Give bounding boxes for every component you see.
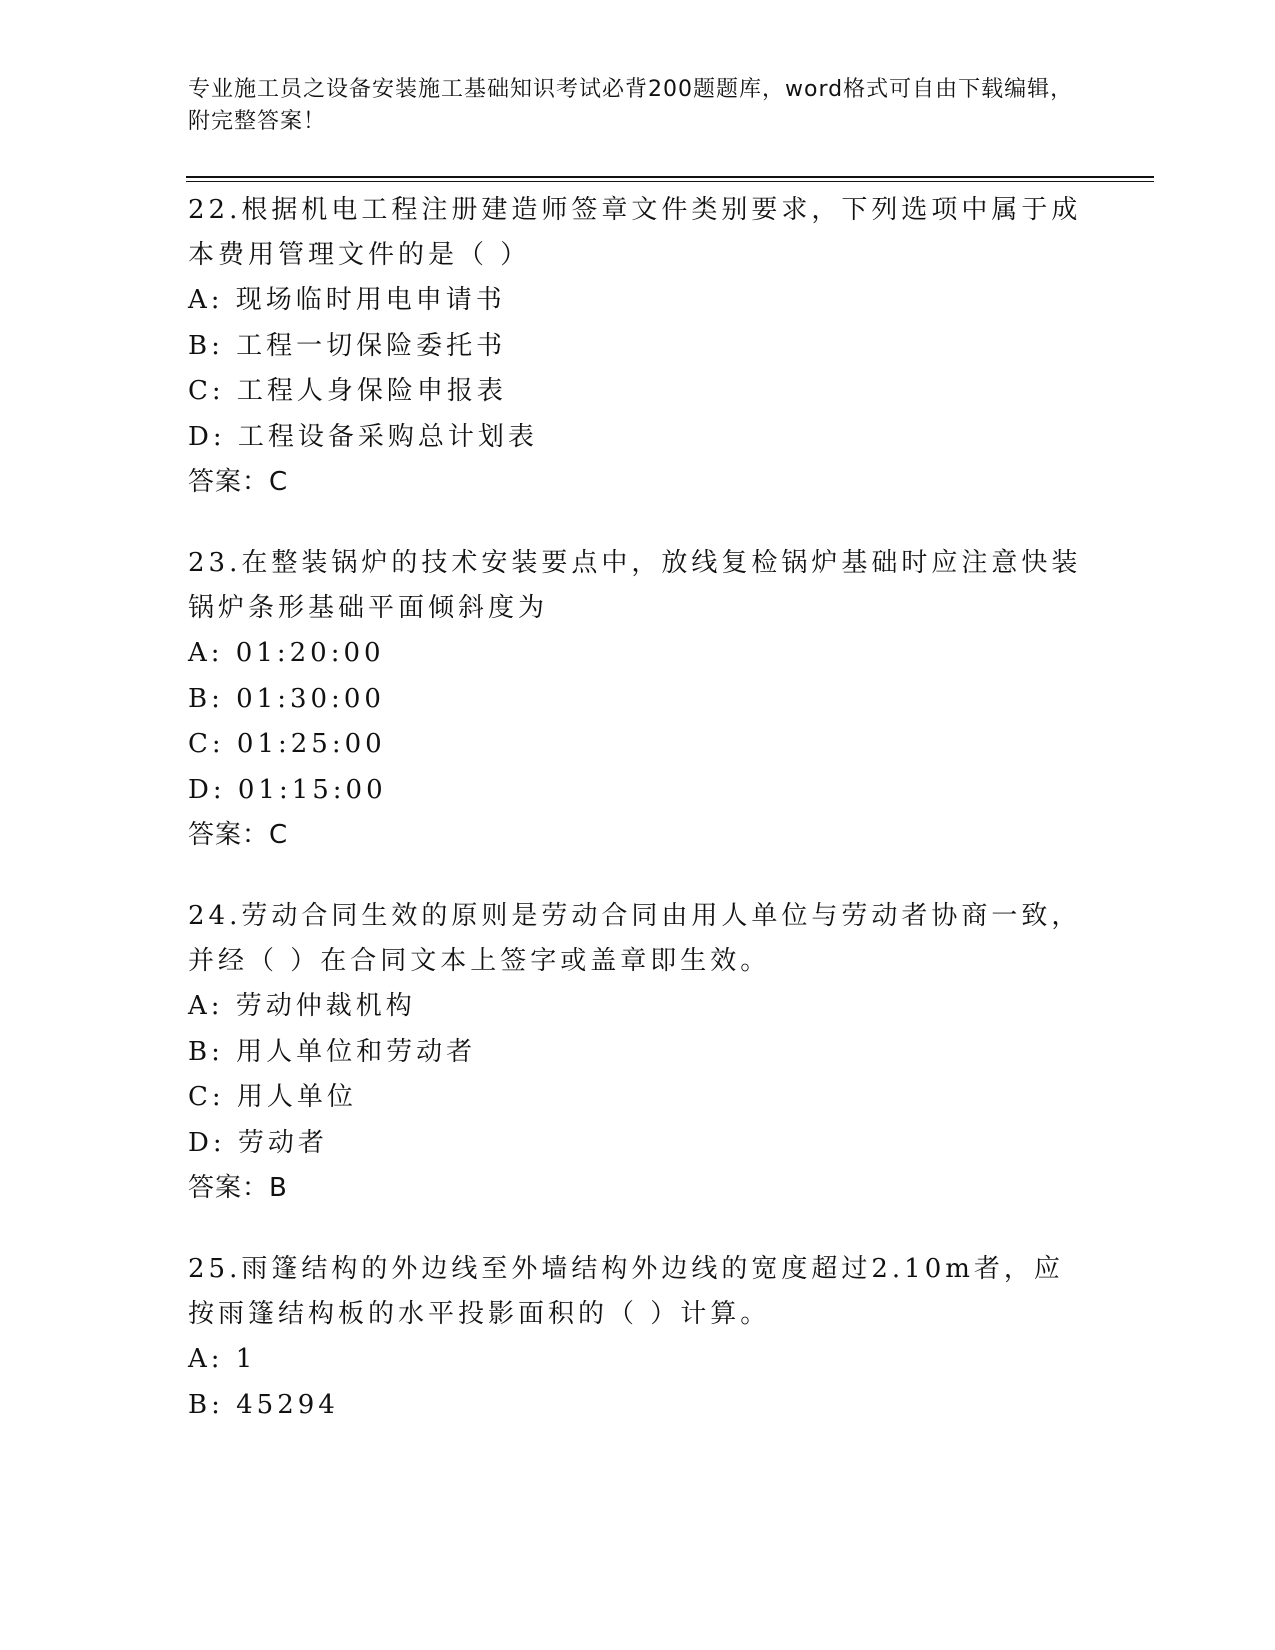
option-a: A: 01:20:00	[188, 638, 385, 668]
question-23	[188, 541, 1088, 858]
option-a: A: 现场临时用电申请书	[188, 285, 506, 315]
option-d: D: 工程设备采购总计划表	[188, 421, 538, 452]
option-b: B: 45294	[188, 1389, 339, 1420]
answer: 答案：B	[188, 1173, 288, 1203]
option-a: A: 劳动仲裁机构	[188, 991, 416, 1021]
answer: 答案：C	[188, 820, 289, 850]
option-b: B: 01:30:00	[188, 683, 385, 714]
question-stem: 24.劳动合同生效的原则是劳动合同由用人单位与劳动者协商一致，并经（ ）在合同文本上签字或盖章即生效。	[188, 901, 1082, 976]
option-b: B: 工程一切保险委托书	[188, 330, 507, 361]
option-d: D: 劳动者	[188, 1127, 328, 1158]
answer: 答案：C	[188, 467, 289, 497]
document-header: 专业施工员之设备安装施工基础知识考试必背200题题库，word格式可自由下载编辑，附完整答案！	[188, 77, 1074, 134]
option-c: C: 01:25:00	[188, 729, 386, 759]
header-rule-thin	[186, 181, 1154, 182]
question-25	[188, 1247, 1088, 1428]
option-b: B: 用人单位和劳动者	[188, 1036, 477, 1067]
question-stem: 22.根据机电工程注册建造师签章文件类别要求，下列选项中属于成本费用管理文件的是（ ）	[188, 195, 1082, 270]
question-22	[188, 188, 1088, 505]
question-24	[188, 894, 1088, 1211]
option-a: A: 1	[188, 1344, 257, 1374]
option-d: D: 01:15:00	[188, 774, 387, 805]
question-list	[188, 188, 1088, 1464]
header-rule-thick	[186, 176, 1154, 178]
question-stem: 25.雨篷结构的外边线至外墙结构外边线的宽度超过2.10m者，应按雨篷结构板的水平投影面积的（ ）计算。	[188, 1254, 1064, 1329]
question-stem: 23.在整装锅炉的技术安装要点中，放线复检锅炉基础时应注意快装锅炉条形基础平面倾斜度为	[188, 548, 1082, 623]
option-c: C: 用人单位	[188, 1082, 357, 1112]
option-c: C: 工程人身保险申报表	[188, 376, 507, 406]
